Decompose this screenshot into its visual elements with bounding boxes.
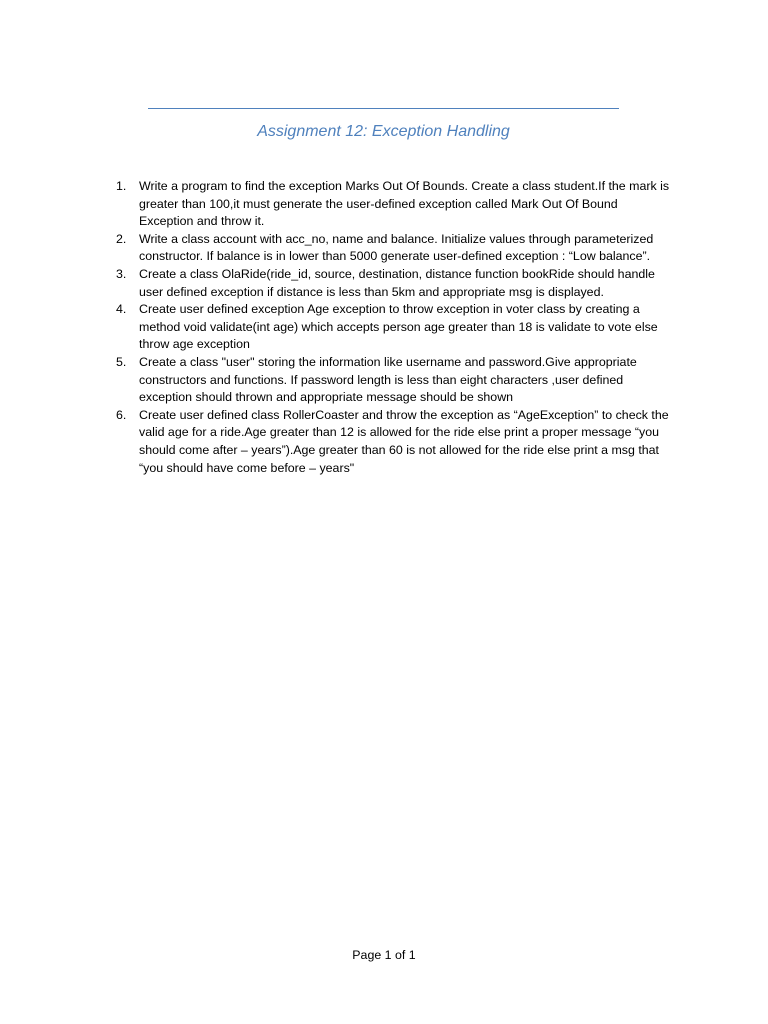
list-item-number: 6. [116,407,127,422]
list-item [111,407,671,477]
list-item-text: Create user defined exception Age exception to throw exception in voter class by creating a method void validate(int age) which accepts person age greater than 18 is validate to vote else throw age exception [139,302,658,352]
list-item [111,266,671,301]
list-item [111,354,671,407]
list-item-text: Write a class account with acc_no, name and balance. Initialize values through parameterized constructor. If balance is in lower than 5000 generate user-defined exception : “Low balance”. [139,231,654,264]
list-item-number: 2. [116,231,127,246]
list-item-text: Create a class "user" storing the information like username and password.Give appropriate constructors and functions. If password length is less than eight characters ,user defined exception should thrown and appropriate message should be shown [139,354,637,405]
list-item-text: Write a program to find the exception Marks Out Of Bounds. Create a class student.If the mark is greater than 100,it must generate the user-defined exception called Mark Out Of Bound Exception and throw it. [139,179,670,229]
list-item-text: Create user defined class RollerCoaster and throw the exception as “AgeException” to check the valid age for a ride.Age greater than 12 is allowed for the ride else print a proper message “you should come after – years”).Age greater than 60 is not allowed for the ride else print a msg that “you should have come before – years" [139,407,669,475]
list-item-number: 5. [116,354,127,369]
list-item-number: 3. [116,266,127,281]
list-item [111,178,671,231]
page-footer: Page 1 of 1 [352,948,416,962]
document-title: Assignment 12: Exception Handling [257,123,510,140]
list-item-number: 4. [116,302,127,317]
list-item-number: 1. [116,179,127,193]
list-item [111,301,671,354]
list-item [111,231,671,266]
title-rule [148,108,619,109]
task-list [111,178,671,477]
list-item-text: Create a class OlaRide(ride_id, source, destination, distance function bookRide should handle user defined exception if distance is less than 5km and appropriate msg is displayed. [139,266,655,299]
